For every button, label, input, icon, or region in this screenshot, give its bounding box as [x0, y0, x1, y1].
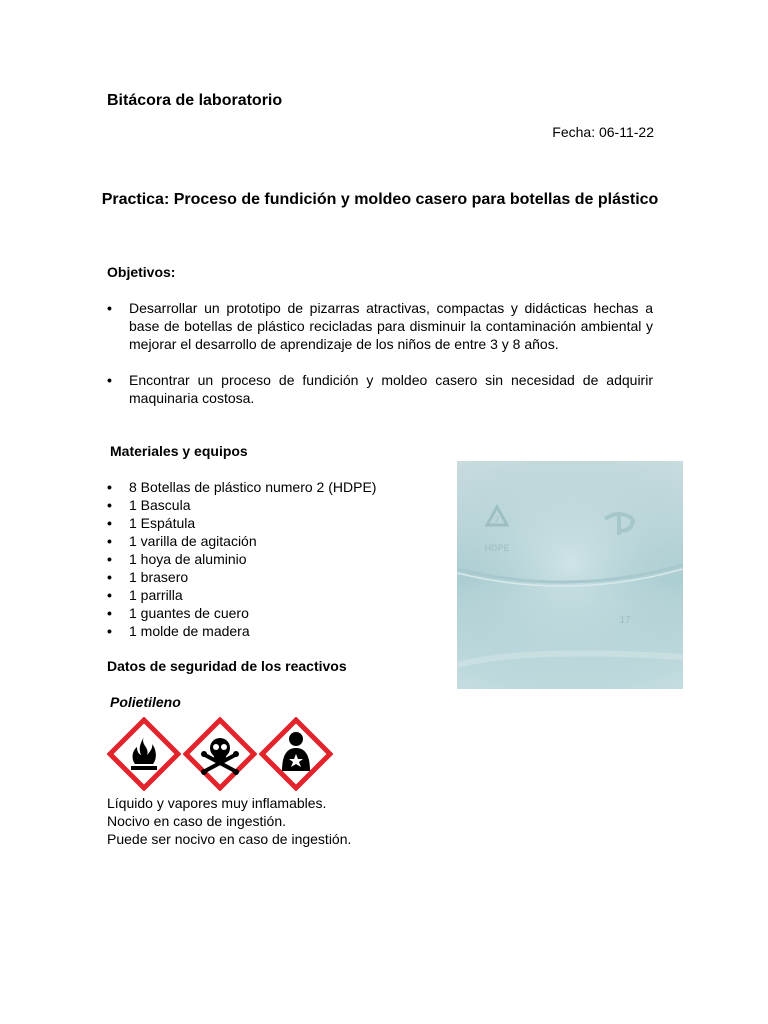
materials-list [107, 478, 437, 640]
ghs-pictograms [107, 717, 333, 791]
safety-heading: Datos de seguridad de los reactivos [107, 658, 347, 674]
hazard-statement: Nocivo en caso de ingestión. [107, 813, 286, 829]
practice-title: Practica: Proceso de fundición y moldeo casero para botellas de plástico [101, 191, 659, 208]
hazard-statements [107, 794, 351, 848]
material-item: • 1 hoya de aluminio [107, 550, 437, 568]
hazard-statement: Líquido y vapores muy inflamables. [107, 795, 327, 811]
material-item: • 1 Bascula [107, 496, 437, 514]
material-item: • 1 parrilla [107, 586, 437, 604]
substance-name: Polietileno [110, 694, 181, 710]
skull-crossbones-icon [183, 717, 257, 791]
hazard-statement: Puede ser nocivo en caso de ingestión. [107, 831, 352, 847]
hdpe-bottle-photo [457, 461, 683, 689]
objective-item: • Desarrollar un prototipo de pizarras atractivas, compactas y didácticas hechas a base de botellas de plástico recicladas para disminuir la contaminación ambiental y mejorar el desarrollo de aprendizaje de los niños de entre 3 y 8 años. [107, 299, 653, 353]
objective-item: • Encontrar un proceso de fundición y moldeo casero sin necesidad de adquirir maquinaria costosa. [107, 371, 653, 407]
material-item: • 1 varilla de agitación [107, 532, 437, 550]
objectives-heading: Objetivos: [107, 264, 176, 280]
health-hazard-icon [259, 717, 333, 791]
material-item: • 1 Espátula [107, 514, 437, 532]
date-label: Fecha: 06-11-22 [552, 124, 654, 140]
document-heading: Bitácora de laboratorio [107, 92, 283, 109]
material-item: • 1 guantes de cuero [107, 604, 437, 622]
flame-icon [107, 717, 181, 791]
embossed-number: 17 [619, 615, 631, 626]
material-item: • 1 molde de madera [107, 622, 437, 640]
objectives-list [107, 299, 653, 407]
materials-heading: Materiales y equipos [110, 443, 248, 459]
material-item: • 8 Botellas de plástico numero 2 (HDPE) [107, 478, 437, 496]
svg-text:2: 2 [494, 515, 500, 524]
hdpe-embossed-text: HDPE [484, 543, 510, 553]
material-item: • 1 brasero [107, 568, 437, 586]
